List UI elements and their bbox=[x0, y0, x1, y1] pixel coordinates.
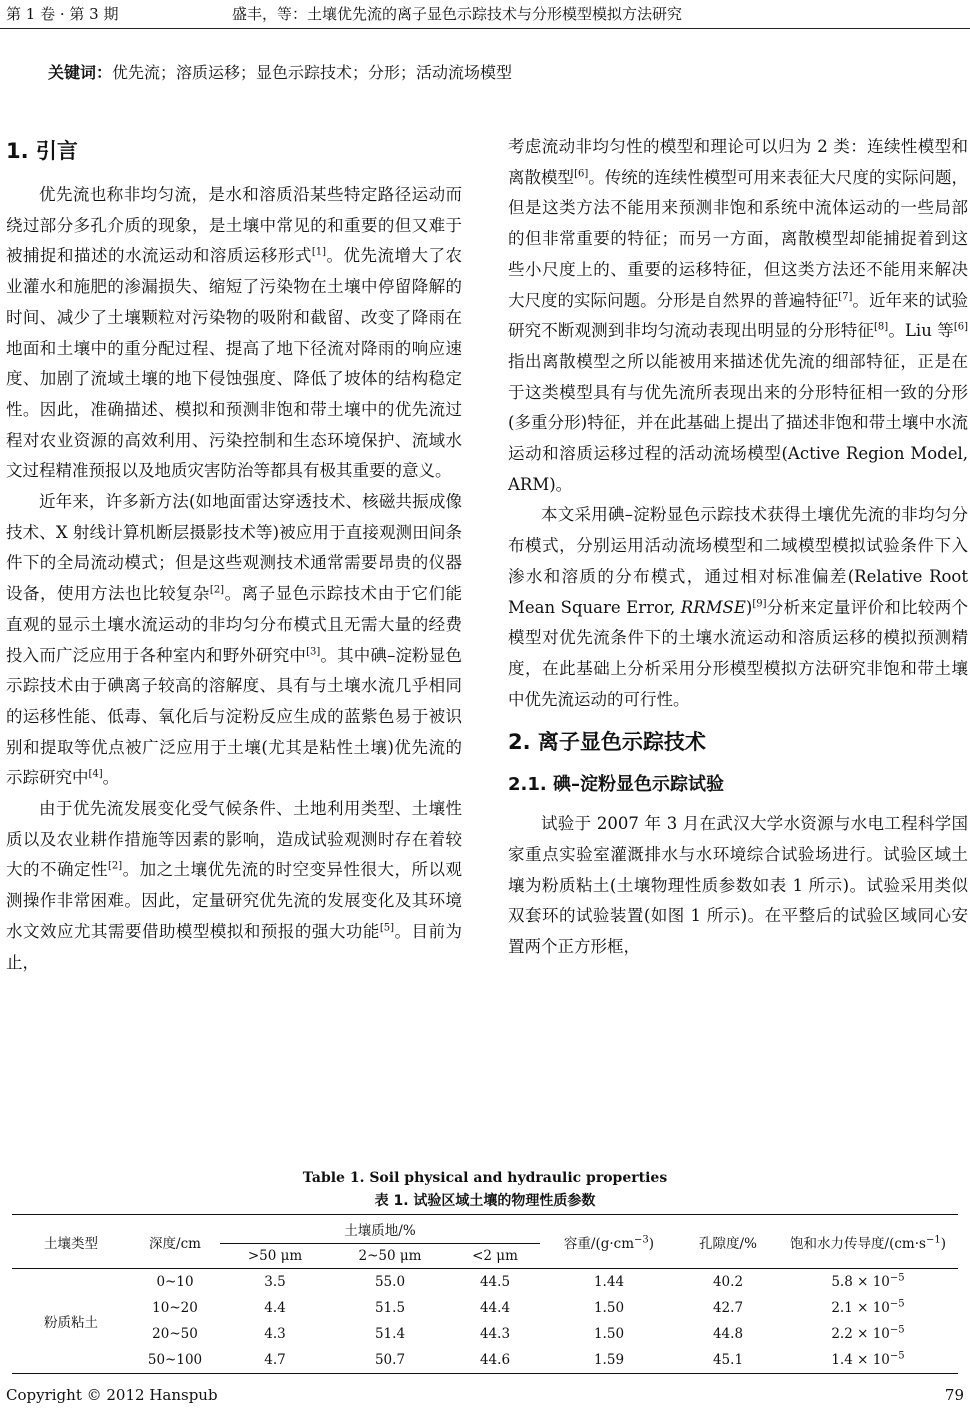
citation: [7] bbox=[838, 291, 853, 303]
page-number: 79 bbox=[944, 1386, 964, 1404]
citation: [1] bbox=[311, 246, 327, 258]
header-depth: 深度/cm bbox=[149, 1235, 201, 1252]
header-porosity: 孔隙度/% bbox=[699, 1235, 757, 1252]
paragraph: 近年来，许多新方法(如地面雷达穿透技术、核磁共振成像技术、X 射线计算机断层摄影技术等)被应用于直接观测田间条件下的全局流动模式；但是这些观测技术通常需要昂贵的仪器设备，使用方法也比较复杂[2]。离子显色示踪技术由于它们能直观的显示土壤水流运动的非均匀分布模式且无需大量的经费投入而广泛应用于各种室内和野外研究中[3]。其中碘–淀粉显色示踪技术由于碘离子较高的溶解度、具有与土壤水流几乎相同的运移性能、低毒、氧化后与淀粉反应生成的蓝紫色易于被识别和提取等优点被广泛应用于土壤(尤其是粘性土壤)优先流的示踪研究中[4]。 bbox=[6, 492, 463, 788]
left-column bbox=[6, 132, 462, 978]
header-saturated-conductivity: 饱和水力传导度$/(cm\cdot s^{-1})$ bbox=[790, 1234, 946, 1252]
citation: [2] bbox=[107, 860, 123, 872]
copyright: Copyright © 2012 Hanspub bbox=[6, 1386, 218, 1404]
table-row: 10~20 4.4 51.5 44.4 1.50 42.7 $2.1 \times 10^{-5}$ bbox=[152, 1298, 905, 1316]
running-header bbox=[0, 0, 970, 29]
cell-soil-type: 粉质粘土 bbox=[44, 1315, 98, 1331]
paragraph: 试验于 2007 年 3 月在武汉大学水资源与水电工程科学国家重点实验室灌溉排水与水环境综合试验场进行。试验区域土壤为粉质粘土(土壤物理性质参数如表 1 所示)。试验采用类似双套环的试验装置(如图 1 所示)。在平整后的试验区域同心安置两个正方形框， bbox=[508, 814, 968, 957]
citation: [8] bbox=[874, 321, 889, 333]
keywords-line bbox=[48, 60, 512, 83]
header-bulk-density: 容重$/(g\cdot cm^{-3})$ bbox=[563, 1234, 655, 1252]
header-texture-silt: 2~50 μm bbox=[358, 1248, 422, 1264]
table-caption-en: Table 1. Soil physical and hydraulic properties bbox=[302, 1170, 668, 1186]
keywords-text: 优先流；溶质运移；显色示踪技术；分形；活动流场模型 bbox=[112, 63, 513, 82]
soil-properties-table bbox=[12, 1214, 958, 1374]
header-texture-clay: <2 μm bbox=[472, 1248, 518, 1264]
paragraph: 本文采用碘–淀粉显色示踪技术获得土壤优先流的非均匀分布模式，分别运用活动流场模型和二域模型模拟试验条件下入渗水和溶质的分布模式，通过相对标准偏差(Relative Root Mean Square Error, RRMSE)[9]分析来定量评价和比较两个模型对优先流条件下的土壤水流运动和溶质运移的模拟预测精度，在此基础上分析采用分形模型模拟方法研究非饱和带土壤中优先流运动的可行性。 bbox=[508, 505, 969, 709]
citation: [9] bbox=[752, 598, 767, 610]
table-row: 50~100 4.7 50.7 44.6 1.59 45.1 $1.4 \times 10^{-5}$ bbox=[147, 1350, 905, 1368]
header-soil-type: 土壤类型 bbox=[44, 1235, 98, 1252]
paragraph: 由于优先流发展变化受气候条件、土地利用类型、土壤性质以及农业耕作措施等因素的影响，造成试验观测时存在着较大的不确定性[2]。加之土壤优先流的时空变异性很大，所以观测操作非常困难。因此，定量研究优先流的发展变化及其环境水文效应尤其需要借助模型模拟和预报的强大功能[5]。目前为止， bbox=[6, 799, 463, 972]
table-row: 粉质粘土 0~10 3.5 55.0 44.5 1.44 40.2 $5.8 \times 10^{-5}$ bbox=[12, 1269, 958, 1296]
paragraph: 考虑流动非均匀性的模型和理论可以归为 2 类：连续性模型和离散模型[6]。传统的连续性模型可用来表征大尺度的实际问题，但是这类方法不能用来预测非饱和系统中流体运动的一些局部的但非常重要的特征；而另一方面，离散模型却能捕捉着到这些小尺度上的、重要的运移特征，但这类方法还不能用来解决大尺度的实际问题。分形是自然界的普遍特征[7]。近年来的试验研究不断观测到非均匀流动表现出明显的分形特征[8]。Liu 等[6]指出离散模型之所以能被用来描述优先流的细部特征，正是在于这类模型具有与优先流所表现出来的分形特征相一致的分形(多重分形)特征，并在此基础上提出了描述非饱和带土壤中水流运动和溶质运移过程的活动流场模型(Active Region Model, ARM)。 bbox=[508, 137, 969, 494]
citation: [2] bbox=[209, 584, 225, 596]
volume-issue: 第 1 卷 · 第 3 期 bbox=[6, 5, 119, 23]
running-title: 盛丰，等：土壤优先流的离子显色示踪技术与分形模型模拟方法研究 bbox=[232, 5, 683, 23]
section-heading-introduction: 1. 引言 bbox=[6, 139, 78, 163]
citation: [6] bbox=[574, 168, 589, 180]
subsection-heading-iodine-starch: 2.1. 碘–淀粉显色示踪试验 bbox=[508, 774, 724, 796]
right-column bbox=[508, 132, 968, 963]
table-caption-zh: 表 1. 试验区域土壤的物理性质参数 bbox=[374, 1193, 596, 1209]
header-texture: 土壤质地/% bbox=[220, 1215, 540, 1244]
citation: [6] bbox=[953, 321, 969, 333]
header-texture-sand: >50 μm bbox=[247, 1248, 303, 1264]
paragraph: 优先流也称非均匀流，是水和溶质沿某些特定路径运动而绕过部分多孔介质的现象，是土壤中常见的和重要的但又难于被捕捉和描述的水流运动和溶质运移形式[1]。优先流增大了农业灌水和施肥的渗漏损失、缩短了污染物在土壤中停留降解的时间、减少了土壤颗粒对污染物的吸附和截留、改变了降雨在地面和土壤中的重分配过程、提高了地下径流对降雨的响应速度、加剧了流域土壤的地下侵蚀强度、降低了坡体的结构稳定性。因此，准确描述、模拟和预测非饱和带土壤中的优先流过程对农业资源的高效利用、污染控制和生态环境保护、流域水文过程精准预报以及地质灾害防治等都具有极其重要的意义。 bbox=[6, 185, 463, 481]
citation: [5] bbox=[379, 922, 395, 934]
keywords-label: 关键词： bbox=[48, 63, 113, 82]
section-heading-ion-tracer: 2. 离子显色示踪技术 bbox=[508, 730, 706, 755]
table-row: 20~50 4.3 51.4 44.3 1.50 44.8 $2.2 \times 10^{-5}$ bbox=[152, 1324, 905, 1342]
citation: [4] bbox=[88, 768, 103, 780]
citation: [3] bbox=[306, 646, 321, 658]
